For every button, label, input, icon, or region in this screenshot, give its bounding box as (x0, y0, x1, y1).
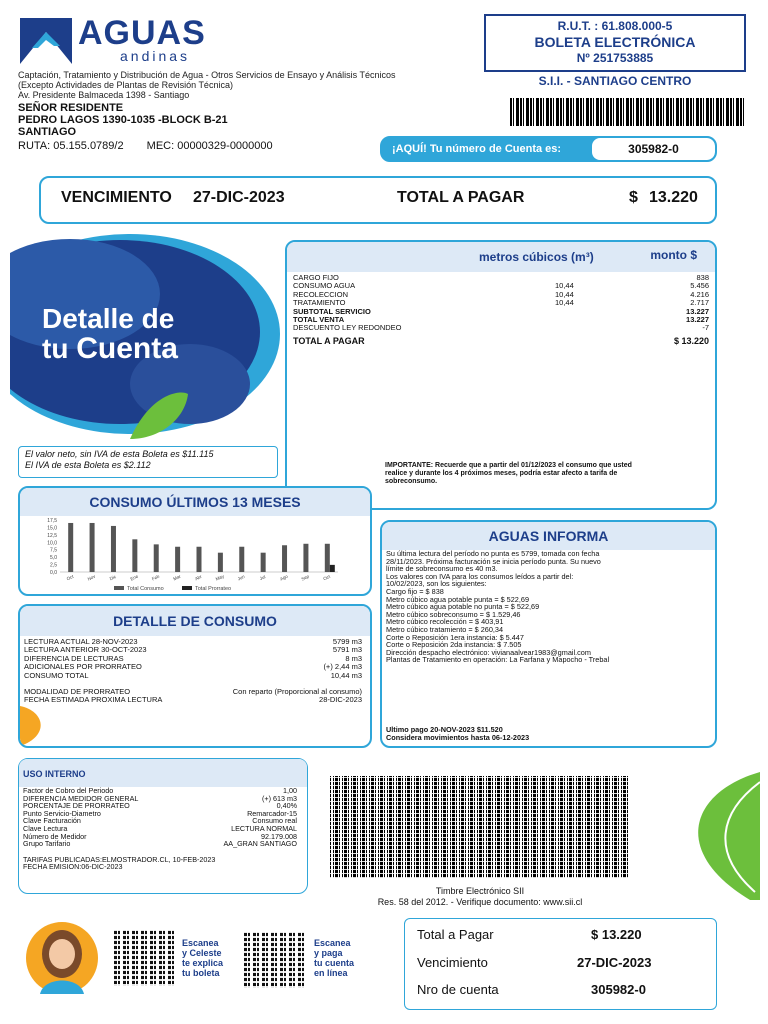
x-tick-label: May (214, 573, 225, 582)
x-tick-label: Jun (236, 573, 246, 582)
bar-total-consumo (261, 553, 266, 572)
table-row: DIFERENCIA MEDIDOR GENERAL (+) 613 m3 (23, 793, 297, 803)
table-row: CONSUMO TOTAL 10,44 m3 (24, 670, 362, 680)
bar-total-consumo (154, 544, 159, 572)
timbre-text (330, 886, 630, 908)
table-row: ADICIONALES POR PRORRATEO (+) 2,44 m3 (24, 662, 362, 672)
y-tick-label: 2,5 (50, 562, 57, 569)
bar-total-consumo (68, 523, 73, 572)
detail-heading (42, 304, 178, 364)
timbre-label: Timbre Electrónico SII (435, 886, 525, 896)
detalle-consumo-box (18, 604, 372, 748)
charges-total-label: TOTAL A PAGAR (293, 335, 365, 346)
x-tick-label: Abr (194, 573, 203, 582)
consumo-chart-title: CONSUMO ÚLTIMOS 13 MESES (89, 494, 301, 510)
header-barcode (510, 98, 746, 126)
celeste-avatar (20, 918, 104, 994)
x-tick-label: Oct (65, 573, 75, 582)
important-notice: IMPORTANTE: Recuerde que a partir del 01/12/2023 el consumo que usted realice y durante los 4 próximos meses, podría estar afecto a tarifa de sobreconsumo. (385, 462, 632, 485)
aguas-informa-footer (386, 726, 529, 741)
table-row: PORCENTAJE DE PRORRATEO 0,40% (23, 801, 297, 811)
detail-heading-line1: Detalle de (42, 303, 175, 334)
pay-qr-code[interactable] (244, 932, 306, 988)
x-tick-label: Mar (172, 573, 182, 582)
charges-m3-header: metros cúbicos (m³) (479, 250, 594, 264)
account-number-box (380, 136, 717, 162)
y-tick-label: 0,0 (50, 570, 57, 576)
logo-mountain-icon (20, 18, 72, 64)
customer-mec: MEC: 00000329-0000000 (146, 140, 273, 152)
aguas-informa-box (380, 520, 717, 748)
due-label: VENCIMIENTO (61, 189, 172, 206)
orange-leaf-icon (20, 696, 50, 746)
table-row: Clave Lectura LECTURA NORMAL (23, 823, 297, 833)
x-tick-label: Nov (86, 573, 97, 582)
last-payment: Ultimo pago 20-NOV-2023 $11.520 (386, 725, 503, 734)
y-tick-label: 17,5 (47, 518, 57, 524)
x-tick-label: Ago (279, 573, 289, 582)
due-date: 27-DIC-2023 (193, 189, 285, 206)
x-tick-label: Ene (129, 573, 139, 582)
aguas-informa-text: Su última lectura del período no punta es 5799, tomada con fecha 28/11/2023. Próxima facturación se inicia período punta. Su nuevo límite de sobreconsumo es 40 m3. Los valores con IVA para los consumos leídos a partir del: 10/02/2023, son los siguientes: Cargo fijo = $ 838 Metro cúbico agua potable punta = $ 522,69 Metro cúbico agua potable no punta = $ 522,69 Metro cúbico sobreconsumo = $ 1.529,46 Metro cúbico recolección = $ 403,91 Metro cúbico tratamiento = $ 260,34 Corte o Reposición 1era instancia: $ 5.447 Corte o Reposición 2da instancia: $ 7.505 Dirección despacho electrónico: vivianaalvear1983@gmail.com Plantas de Tratamiento en operación: La Farfana y Mapocho - Trebal (386, 549, 610, 665)
company-info (18, 70, 468, 100)
document-type: BOLETA ELECTRÓNICA (534, 34, 696, 50)
table-row: LECTURA ACTUAL 28-NOV-2023 5799 m3 (24, 637, 362, 646)
table-row: FECHA ESTIMADA PROXIMA LECTURA 28-DIC-2023 (24, 695, 362, 705)
uso-interno-table (23, 787, 297, 871)
celeste-qr-code[interactable] (114, 930, 176, 986)
tarifas-publicadas: TARIFAS PUBLICADAS:ELMOSTRADOR.CL, 10-FEB-2023 (23, 854, 216, 864)
summary-row: Total a Pagar $ 13.220 (417, 927, 642, 942)
company-description-2: (Excepto Actividades de Plantas de Revisión Técnica) (18, 80, 233, 90)
green-leaf-icon (670, 772, 760, 902)
bar-total-consumo (303, 544, 308, 572)
y-tick-label: 15,0 (47, 525, 57, 532)
table-row: SUBTOTAL SERVICIO 13.227 (293, 306, 709, 316)
table-row: LECTURA ANTERIOR 30-OCT-2023 5791 m3 (24, 645, 362, 655)
total-currency: $ (629, 189, 638, 206)
bar-total-consumo (111, 526, 116, 572)
y-tick-label: 5,0 (50, 555, 57, 562)
iva-tax-text: El IVA de esta Boleta es $2.112 (25, 460, 151, 470)
iva-net-text: El valor neto, sin IVA de esta Boleta es $11.115 (25, 449, 214, 459)
table-row: Número de Medidor 92.179.008 (23, 831, 297, 841)
bar-total-consumo (175, 547, 180, 572)
detalle-consumo-title: DETALLE DE CONSUMO (113, 613, 277, 629)
table-row: DESCUENTO LEY REDONDEO -7 (293, 323, 709, 333)
uso-interno-box (18, 758, 308, 894)
bar-total-consumo (132, 539, 137, 572)
table-row: TRATAMIENTO 10,44 2.717 (293, 298, 709, 308)
bar-total-consumo (282, 545, 287, 572)
account-number: 305982-0 (592, 138, 715, 160)
summary-row: Nro de cuenta 305982-0 (417, 982, 646, 997)
table-row: RECOLECCION 10,44 4.216 (293, 289, 709, 299)
table-row: MODALIDAD DE PRORRATEO Con reparto (Proporcional al consumo) (24, 687, 362, 697)
rut-box (484, 14, 746, 72)
aguas-logo (20, 14, 220, 66)
legend-label-prorrateo: Total Prorrateo (195, 586, 232, 592)
consumo-bar-chart (34, 516, 344, 594)
x-tick-label: Dic (108, 574, 117, 582)
detail-heading-tu: tu (42, 333, 69, 364)
bar-total-consumo (239, 547, 244, 572)
charges-amount-header: monto $ (650, 248, 697, 262)
rut-number: R.U.T. : 61.808.000-5 (557, 19, 673, 33)
y-tick-label: 7,5 (50, 547, 57, 554)
bar-total-consumo (197, 547, 202, 572)
charges-total-row (293, 337, 709, 349)
bar-total-consumo (325, 544, 330, 572)
iva-box (18, 446, 278, 478)
movements-until: Considera movimientos hasta 06-12-2023 (386, 732, 530, 742)
bar-total-consumo (90, 523, 95, 572)
table-row: Clave Facturación Consumo real (23, 816, 297, 826)
x-tick-label: Feb (151, 573, 161, 582)
charges-total-amount: $ 13.220 (673, 335, 709, 346)
y-tick-label: 10,0 (47, 540, 57, 547)
timbre-barcode (330, 776, 630, 878)
legend-swatch-prorrateo (182, 586, 192, 590)
due-box (39, 176, 717, 224)
x-tick-label: Sep (300, 573, 310, 582)
customer-name: SEÑOR RESIDENTE (18, 102, 124, 114)
legend-swatch-consumo (114, 586, 124, 590)
detail-heading-cuenta: Cuenta (76, 332, 178, 365)
consumo-chart-box (18, 486, 372, 596)
uso-interno-header (19, 759, 307, 787)
customer-city: SANTIAGO (18, 126, 77, 138)
table-row: Factor de Cobro del Periodo 1,00 (23, 786, 297, 795)
charges-table (293, 274, 709, 349)
table-row: CARGO FIJO 838 (293, 273, 709, 282)
document-number: Nº 251753885 (576, 51, 654, 65)
total-amount: 13.220 (649, 189, 698, 206)
bar-total-prorrateo (330, 565, 335, 572)
summary-box (404, 918, 717, 1010)
table-row: Grupo Tarifario AA_GRAN SANTIAGO (23, 839, 297, 849)
fecha-emision: FECHA EMISION:06-DIC-2023 (23, 862, 123, 872)
x-tick-label: Jul (258, 574, 267, 582)
uso-interno-title: USO INTERNO (23, 769, 86, 779)
aguas-informa-title: AGUAS INFORMA (488, 528, 609, 544)
charges-header (287, 242, 715, 272)
logo-subword: andinas (120, 48, 191, 64)
charges-box (285, 240, 717, 510)
detalle-consumo-table (24, 638, 362, 705)
consumo-chart-header (20, 488, 370, 516)
company-description: Captación, Tratamiento y Distribución de Agua - Otros Servicios de Ensayo y Análisis Técnicos (18, 70, 396, 80)
company-address: Av. Presidente Balmaceda 1398 - Santiago (18, 90, 190, 100)
timbre-verify: Res. 58 del 2012. - Verifique documento: www.sii.cl (377, 897, 583, 907)
x-tick-label: Oct (322, 573, 331, 582)
summary-row: Vencimiento 27-DIC-2023 (417, 955, 652, 970)
table-row: TOTAL VENTA 13.227 (293, 314, 709, 324)
table-row: Punto Servicio-Diametro Remarcador-15 (23, 808, 297, 818)
table-row: CONSUMO AGUA 10,44 5.456 (293, 281, 709, 291)
legend-label-consumo: Total Consumo (127, 586, 164, 592)
account-label: ¡AQUÍ! Tu número de Cuenta es: (392, 143, 562, 155)
pay-qr-text: Escanea y paga tu cuenta en línea (314, 938, 355, 978)
customer-address: PEDRO LAGOS 1390-1035 -BLOCK B-21 (18, 114, 228, 126)
celeste-qr-text: Escanea y Celeste te explica tu boleta (182, 938, 224, 978)
detalle-consumo-header (20, 606, 370, 636)
customer-ruta: RUTA: 05.155.0789/2 (18, 140, 124, 152)
sii-office: S.I.I. - SANTIAGO CENTRO (538, 74, 692, 88)
total-label: TOTAL A PAGAR (397, 189, 525, 206)
bar-total-consumo (218, 553, 223, 572)
table-row: DIFERENCIA DE LECTURAS 8 m3 (24, 653, 362, 663)
aguas-informa-header (382, 522, 715, 550)
logo-wordmark: AGUAS (78, 14, 206, 52)
y-tick-label: 12,5 (47, 532, 57, 539)
